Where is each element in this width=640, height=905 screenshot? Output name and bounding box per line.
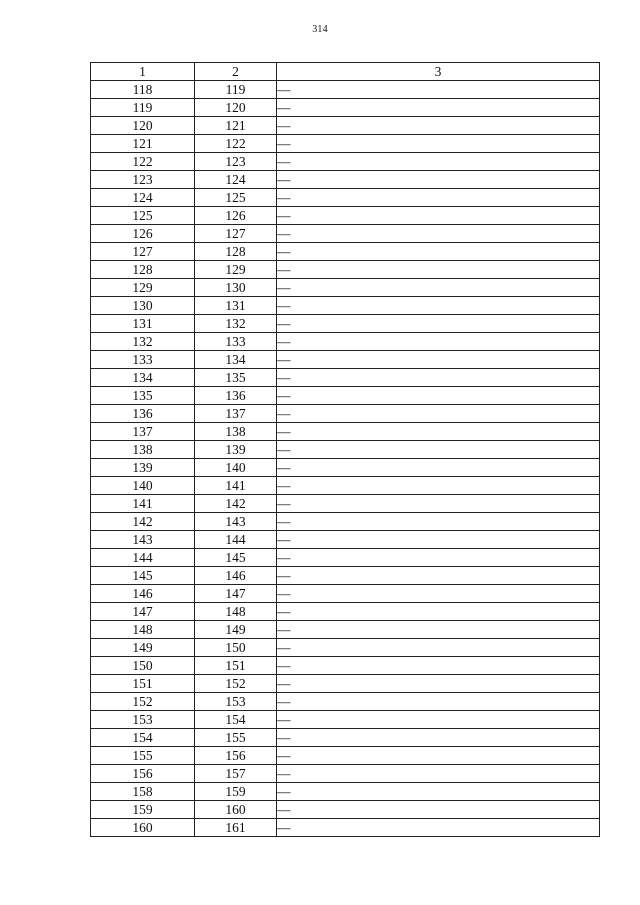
table-row [91, 189, 600, 207]
cell-col-2: 159 [195, 783, 277, 801]
cell-col-2: 157 [195, 765, 277, 783]
table-row [91, 279, 600, 297]
cell-col-1: 140 [91, 477, 195, 495]
table-row [91, 747, 600, 765]
cell-col-3: — [277, 243, 600, 261]
cell-col-2: 126 [195, 207, 277, 225]
table-row [91, 603, 600, 621]
cell-col-3: — [277, 531, 600, 549]
cell-col-2: 130 [195, 279, 277, 297]
cell-col-2: 150 [195, 639, 277, 657]
table-row [91, 405, 600, 423]
cell-col-2: 152 [195, 675, 277, 693]
cell-col-1: 135 [91, 387, 195, 405]
cell-col-1: 129 [91, 279, 195, 297]
table-row [91, 369, 600, 387]
table-row [91, 99, 600, 117]
cell-col-3: — [277, 405, 600, 423]
cell-col-2: 139 [195, 441, 277, 459]
table-row [91, 549, 600, 567]
table-row [91, 171, 600, 189]
cell-col-1: 130 [91, 297, 195, 315]
cell-col-1: 153 [91, 711, 195, 729]
cell-col-2: 144 [195, 531, 277, 549]
cell-col-3: — [277, 135, 600, 153]
table-row [91, 657, 600, 675]
cell-col-1: 136 [91, 405, 195, 423]
cell-col-3: — [277, 351, 600, 369]
cell-col-2: 124 [195, 171, 277, 189]
cell-col-2: 132 [195, 315, 277, 333]
cell-col-1: 132 [91, 333, 195, 351]
cell-col-2: 119 [195, 81, 277, 99]
cell-col-1: 149 [91, 639, 195, 657]
cell-col-1: 124 [91, 189, 195, 207]
cell-col-1: 158 [91, 783, 195, 801]
cell-col-1: 154 [91, 729, 195, 747]
cell-col-3: — [277, 567, 600, 585]
cell-col-3: — [277, 639, 600, 657]
table-row [91, 225, 600, 243]
table-row [91, 819, 600, 837]
table-row [91, 387, 600, 405]
cell-col-2: 127 [195, 225, 277, 243]
column-header-1: 1 [91, 63, 195, 81]
cell-col-2: 133 [195, 333, 277, 351]
cell-col-1: 121 [91, 135, 195, 153]
cell-col-2: 134 [195, 351, 277, 369]
cell-col-2: 155 [195, 729, 277, 747]
cell-col-1: 131 [91, 315, 195, 333]
cell-col-1: 146 [91, 585, 195, 603]
cell-col-2: 151 [195, 657, 277, 675]
cell-col-2: 137 [195, 405, 277, 423]
cell-col-1: 127 [91, 243, 195, 261]
cell-col-1: 152 [91, 693, 195, 711]
cell-col-2: 142 [195, 495, 277, 513]
cell-col-3: — [277, 117, 600, 135]
cell-col-1: 143 [91, 531, 195, 549]
cell-col-1: 144 [91, 549, 195, 567]
cell-col-1: 155 [91, 747, 195, 765]
cell-col-1: 145 [91, 567, 195, 585]
table-row [91, 441, 600, 459]
column-header-2: 2 [195, 63, 277, 81]
cell-col-3: — [277, 423, 600, 441]
cell-col-2: 125 [195, 189, 277, 207]
cell-col-3: — [277, 765, 600, 783]
cell-col-2: 141 [195, 477, 277, 495]
cell-col-3: — [277, 729, 600, 747]
cell-col-2: 122 [195, 135, 277, 153]
table-body [91, 81, 600, 837]
table-row [91, 495, 600, 513]
cell-col-3: — [277, 189, 600, 207]
cell-col-1: 138 [91, 441, 195, 459]
cell-col-3: — [277, 171, 600, 189]
cell-col-3: — [277, 297, 600, 315]
cell-col-2: 160 [195, 801, 277, 819]
cell-col-2: 138 [195, 423, 277, 441]
table-header-row [91, 63, 600, 81]
table-row [91, 135, 600, 153]
table-row [91, 117, 600, 135]
table-row [91, 567, 600, 585]
table-row [91, 333, 600, 351]
table-row [91, 207, 600, 225]
cell-col-3: — [277, 783, 600, 801]
table-row [91, 783, 600, 801]
cell-col-3: — [277, 279, 600, 297]
cell-col-1: 122 [91, 153, 195, 171]
cell-col-1: 120 [91, 117, 195, 135]
cell-col-1: 128 [91, 261, 195, 279]
table-row [91, 531, 600, 549]
cell-col-2: 149 [195, 621, 277, 639]
cell-col-1: 133 [91, 351, 195, 369]
cell-col-3: — [277, 459, 600, 477]
table-row [91, 513, 600, 531]
cell-col-3: — [277, 801, 600, 819]
table-row [91, 153, 600, 171]
cell-col-3: — [277, 477, 600, 495]
cell-col-3: — [277, 693, 600, 711]
cell-col-3: — [277, 441, 600, 459]
cell-col-3: — [277, 657, 600, 675]
cell-col-3: — [277, 261, 600, 279]
table-row [91, 801, 600, 819]
cell-col-3: — [277, 315, 600, 333]
cell-col-1: 119 [91, 99, 195, 117]
table-row [91, 243, 600, 261]
cell-col-1: 147 [91, 603, 195, 621]
cell-col-3: — [277, 99, 600, 117]
cell-col-1: 118 [91, 81, 195, 99]
table-row [91, 351, 600, 369]
table-row [91, 477, 600, 495]
cell-col-2: 148 [195, 603, 277, 621]
table-row [91, 693, 600, 711]
table-row [91, 315, 600, 333]
cell-col-1: 142 [91, 513, 195, 531]
cell-col-3: — [277, 387, 600, 405]
cell-col-1: 150 [91, 657, 195, 675]
cell-col-3: — [277, 207, 600, 225]
table-row [91, 765, 600, 783]
cell-col-3: — [277, 675, 600, 693]
cell-col-1: 159 [91, 801, 195, 819]
table-row [91, 459, 600, 477]
cell-col-1: 125 [91, 207, 195, 225]
cell-col-2: 135 [195, 369, 277, 387]
data-table [90, 62, 600, 837]
cell-col-2: 143 [195, 513, 277, 531]
cell-col-3: — [277, 585, 600, 603]
cell-col-1: 148 [91, 621, 195, 639]
table-row [91, 297, 600, 315]
cell-col-1: 141 [91, 495, 195, 513]
cell-col-2: 128 [195, 243, 277, 261]
table-row [91, 261, 600, 279]
cell-col-1: 126 [91, 225, 195, 243]
cell-col-2: 161 [195, 819, 277, 837]
cell-col-2: 146 [195, 567, 277, 585]
cell-col-3: — [277, 621, 600, 639]
table-row [91, 729, 600, 747]
cell-col-2: 154 [195, 711, 277, 729]
cell-col-2: 145 [195, 549, 277, 567]
table-row [91, 585, 600, 603]
cell-col-1: 123 [91, 171, 195, 189]
cell-col-2: 153 [195, 693, 277, 711]
cell-col-2: 123 [195, 153, 277, 171]
cell-col-3: — [277, 747, 600, 765]
cell-col-3: — [277, 81, 600, 99]
page-number: 314 [312, 24, 328, 35]
cell-col-2: 120 [195, 99, 277, 117]
cell-col-2: 156 [195, 747, 277, 765]
cell-col-3: — [277, 603, 600, 621]
cell-col-3: — [277, 513, 600, 531]
cell-col-1: 134 [91, 369, 195, 387]
cell-col-1: 139 [91, 459, 195, 477]
cell-col-3: — [277, 819, 600, 837]
cell-col-2: 136 [195, 387, 277, 405]
cell-col-2: 131 [195, 297, 277, 315]
cell-col-3: — [277, 369, 600, 387]
table-row [91, 639, 600, 657]
cell-col-2: 129 [195, 261, 277, 279]
cell-col-3: — [277, 153, 600, 171]
cell-col-2: 140 [195, 459, 277, 477]
cell-col-1: 151 [91, 675, 195, 693]
table-header [91, 63, 600, 81]
cell-col-3: — [277, 549, 600, 567]
cell-col-1: 137 [91, 423, 195, 441]
table-row [91, 675, 600, 693]
table-row [91, 423, 600, 441]
cell-col-1: 156 [91, 765, 195, 783]
table-row [91, 81, 600, 99]
cell-col-2: 121 [195, 117, 277, 135]
cell-col-3: — [277, 711, 600, 729]
cell-col-2: 147 [195, 585, 277, 603]
cell-col-1: 160 [91, 819, 195, 837]
table-row [91, 711, 600, 729]
cell-col-3: — [277, 495, 600, 513]
column-header-3: 3 [277, 63, 600, 81]
cell-col-3: — [277, 225, 600, 243]
cell-col-3: — [277, 333, 600, 351]
table-row [91, 621, 600, 639]
